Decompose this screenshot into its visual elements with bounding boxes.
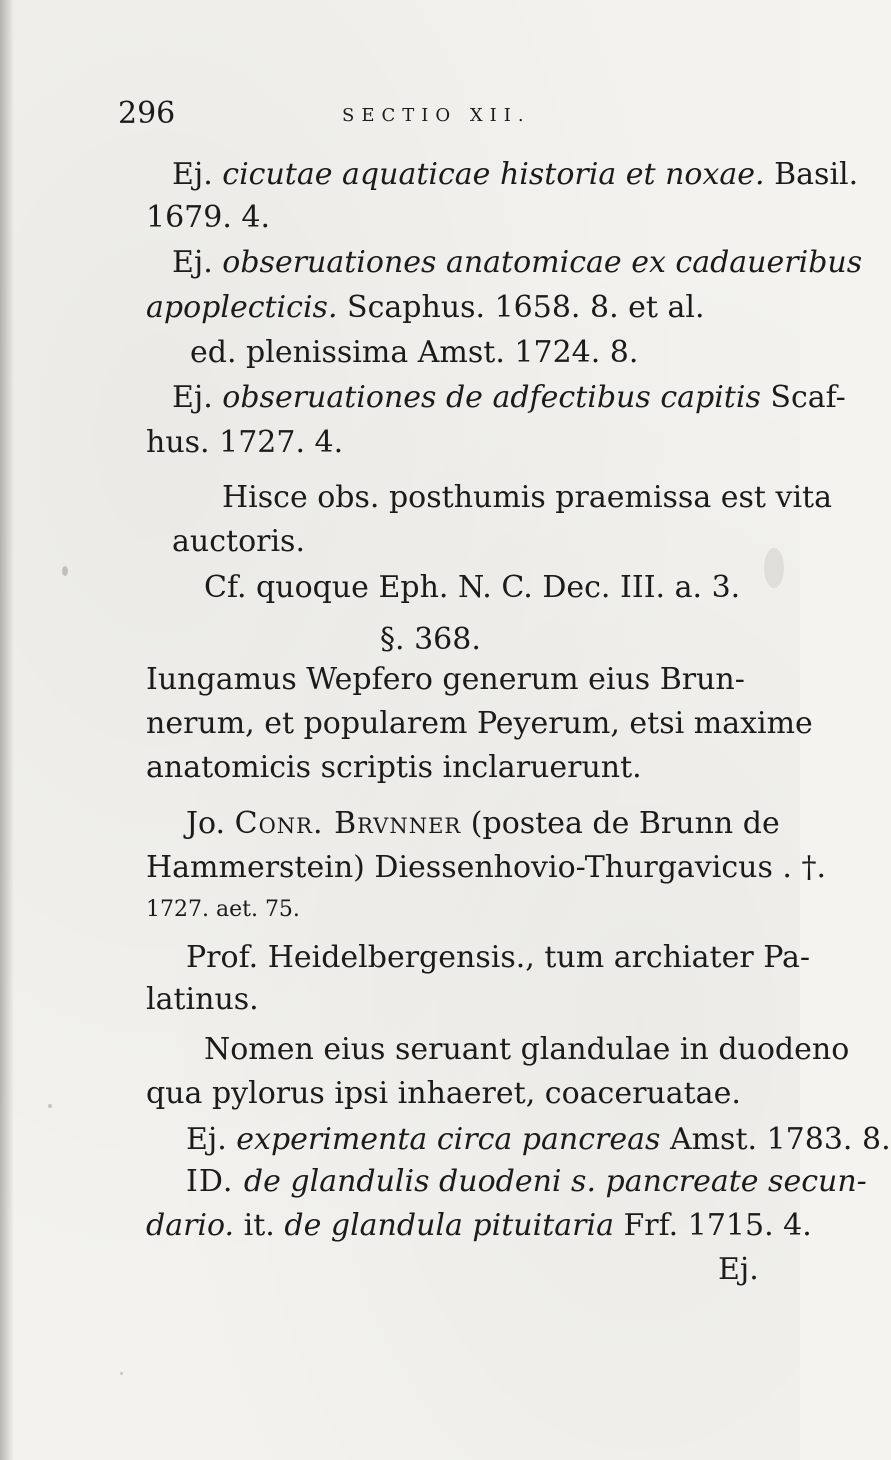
paper-speck: [62, 566, 68, 576]
text-line: apoplecticis. Scaphus. 1658. 8. et al.: [146, 290, 705, 325]
text-line: Ej. cicutae aquaticae historia et noxae. Basil.: [172, 157, 859, 192]
text-line: auctoris.: [172, 524, 305, 559]
text-line: Nomen eius seruant glandulae in duodeno: [204, 1032, 850, 1067]
paper-stain: [764, 548, 784, 588]
section-heading: SECTIO XII.: [342, 105, 531, 126]
text-line: Ej. obseruationes anatomicae ex cadaueribus: [172, 245, 863, 280]
text-line: anatomicis scriptis inclaruerunt.: [146, 750, 642, 785]
text-line: latinus.: [146, 982, 259, 1017]
text-line: Ej. obseruationes de adfectibus capitis Scaf-: [172, 380, 846, 415]
paper-speck: [48, 1104, 52, 1108]
text-line: nerum, et popularem Peyerum, etsi maxime: [146, 706, 813, 741]
text-line: hus. 1727. 4.: [146, 425, 344, 460]
text-line: Jo. Conr. Brvnner (postea de Brunn de: [186, 806, 780, 841]
text-line: Iungamus Wepfero generum eius Brun-: [146, 662, 745, 697]
text-line: 1679. 4.: [146, 200, 271, 235]
text-line: qua pylorus ipsi inhaeret, coaceruatae.: [146, 1076, 741, 1111]
text-line: ed. plenissima Amst. 1724. 8.: [190, 335, 639, 370]
paragraph-heading: §. 368.: [380, 622, 481, 657]
running-head: [118, 92, 760, 136]
text-line: Cf. quoque Eph. N. C. Dec. III. a. 3.: [204, 570, 741, 605]
text-line: dario. it. de glandula pituitaria Frf. 1715. 4.: [146, 1208, 812, 1243]
paper-speck: [120, 1372, 123, 1375]
text-line: Hisce obs. posthumis praemissa est vita: [222, 480, 832, 515]
text-line: Prof. Heidelbergensis., tum archiater Pa-: [186, 940, 811, 975]
text-line: 1727. aet. 75.: [146, 897, 300, 922]
catchword: Ej.: [718, 1252, 759, 1287]
page-edge-shadow: [0, 0, 14, 1460]
text-line: ID. de glandulis duodeni s. pancreate secun-: [186, 1164, 867, 1199]
page-number: 296: [118, 96, 176, 131]
text-line: Hammerstein) Diessenhovio-Thurgavicus . †.: [146, 850, 827, 885]
text-line: Ej. experimenta circa pancreas Amst. 1783. 8.: [186, 1122, 891, 1157]
